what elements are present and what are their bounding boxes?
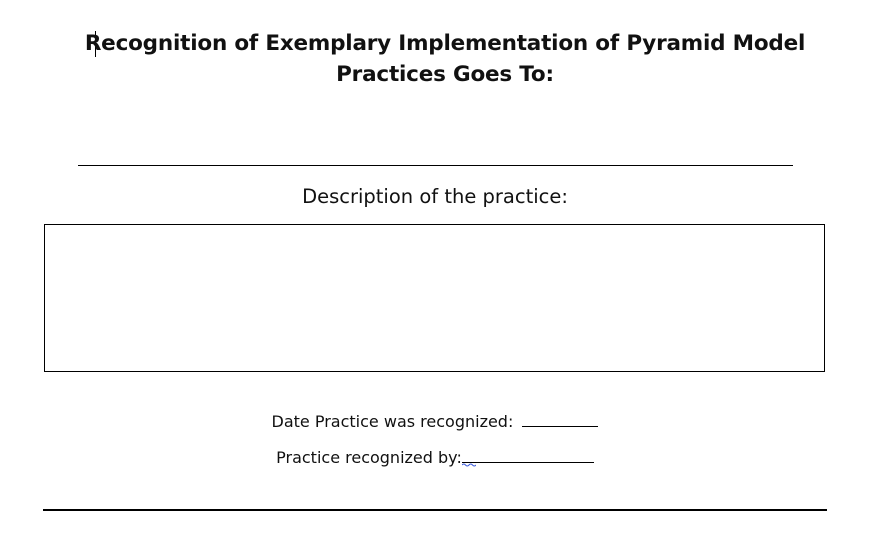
date-recognized-label: Date Practice was recognized: — [271, 412, 514, 431]
description-label: Description of the practice: — [302, 185, 568, 208]
recognized-by-label: Practice recognized by: — [276, 448, 462, 467]
recognized-by-row — [0, 448, 870, 467]
description-box[interactable] — [44, 224, 825, 372]
title-line-2: Practices Goes To: — [336, 62, 554, 87]
date-recognized-blank[interactable] — [522, 412, 598, 427]
title-line-1: Recognition of Exemplary Implementation of Pyramid Model — [84, 31, 806, 56]
date-recognized-row — [0, 412, 870, 431]
page-title — [60, 28, 830, 90]
spellcheck-squiggle-icon — [462, 463, 476, 467]
bottom-rule — [43, 509, 827, 511]
recognized-by-blank[interactable] — [462, 448, 594, 463]
recipient-name-line[interactable] — [78, 165, 793, 166]
